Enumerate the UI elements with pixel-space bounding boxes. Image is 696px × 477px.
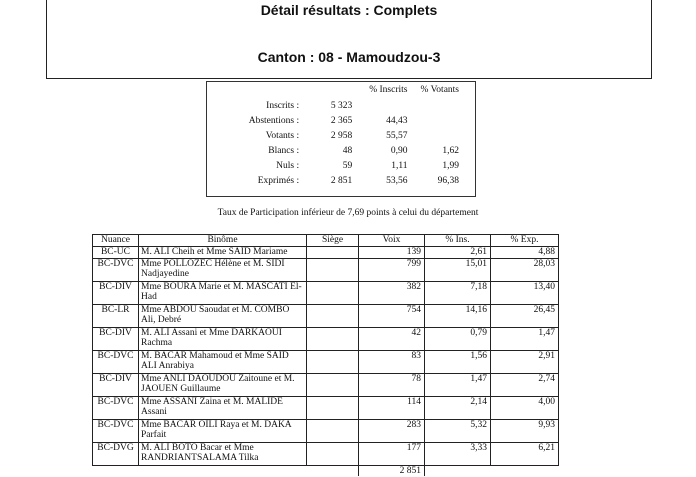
summary-value: 48 [342,145,353,156]
summary-header-pct-votants: % Votants [420,85,459,95]
header-siege: Siège [307,235,359,247]
summary-pct-inscrits: 1,11 [391,160,408,171]
summary-pct-votants [407,113,475,128]
siege-cell [307,350,359,373]
summary-pct-inscrits [352,98,407,113]
total-row [93,465,559,476]
pct-exp-cell: 26,45 [491,304,559,327]
pct-exp-cell: 9,93 [491,419,559,442]
summary-pct-votants: 1,99 [442,160,459,171]
summary-pct-votants [407,128,475,143]
header-pct-ins: % Ins. [425,235,491,247]
pct-ins-cell: 5,32 [425,419,491,442]
header-binome: Binôme [139,235,307,247]
pct-exp-cell: 2,91 [491,350,559,373]
summary-row [207,143,475,158]
binome-cell: Mme BOURA Marie et M. MASCATI El-Had [139,281,307,304]
siege-cell [307,327,359,350]
table-row [93,304,559,327]
table-row [93,419,559,442]
pct-ins-cell: 3,33 [425,442,491,465]
voix-cell: 754 [359,304,425,327]
nuance-cell: BC-DVG [93,442,139,465]
pct-ins-cell: 1,47 [425,373,491,396]
total-voix: 2 851 [359,465,425,476]
summary-label: Inscrits : [266,100,300,111]
voix-cell: 78 [359,373,425,396]
nuance-cell: BC-LR [93,304,139,327]
summary-label: Nuls : [276,160,300,171]
table-row [93,327,559,350]
nuance-cell: BC-DVC [93,258,139,281]
summary-row [207,158,475,173]
voix-cell: 177 [359,442,425,465]
table-row [93,350,559,373]
header-box [46,0,652,79]
results-header-row [93,235,559,247]
binome-cell: Mme ANLI DAOUDOU Zaitoune et M. JAOUEN Guillaume [139,373,307,396]
participation-note: Taux de Participation inférieur de 7,69 points à celui du département [217,208,479,218]
siege-cell [307,281,359,304]
nuance-cell: BC-DVC [93,350,139,373]
summary-value: 2 365 [330,115,353,126]
pct-exp-cell: 13,40 [491,281,559,304]
results-table [92,234,559,476]
pct-ins-cell: 2,61 [425,247,491,259]
binome-cell: Mme BACAR OILI Raya et M. DAKA Parfait [139,419,307,442]
pct-ins-cell: 2,14 [425,396,491,419]
canton-title: Canton : 08 - Mamoudzou-3 [257,49,441,65]
summary-value: 5 323 [330,100,353,111]
voix-cell: 83 [359,350,425,373]
summary-pct-inscrits: 53,56 [386,175,408,186]
summary-box [206,81,476,197]
voix-cell: 42 [359,327,425,350]
nuance-cell: BC-DVC [93,419,139,442]
document-title: Détail résultats : Complets [260,2,438,18]
pct-ins-cell: 0,79 [425,327,491,350]
summary-label: Abstentions : [248,115,300,126]
summary-pct-inscrits: 55,57 [386,130,408,141]
nuance-cell: BC-DVC [93,396,139,419]
voix-cell: 114 [359,396,425,419]
binome-cell: M. ALI Assani et Mme DARKAOUI Rachma [139,327,307,350]
pct-exp-cell: 2,74 [491,373,559,396]
table-row [93,373,559,396]
siege-cell [307,304,359,327]
siege-cell [307,373,359,396]
binome-cell: M. ALI BOTO Bacar et Mme RANDRIANTSALAMA Tilka [139,442,307,465]
binome-cell: M. ALI Cheih et Mme SAID Mariame [139,247,307,259]
summary-row [207,128,475,143]
pct-exp-cell: 4,00 [491,396,559,419]
siege-cell [307,247,359,259]
summary-table [207,82,475,188]
header-voix: Voix [359,235,425,247]
table-row [93,247,559,259]
pct-ins-cell: 15,01 [425,258,491,281]
summary-pct-votants: 1,62 [442,145,459,156]
nuance-cell: BC-UC [93,247,139,259]
table-row [93,442,559,465]
summary-label: Votants : [265,130,300,141]
summary-label: Blancs : [268,145,300,156]
summary-pct-inscrits: 0,90 [390,145,408,156]
table-row [93,396,559,419]
binome-cell: Mme ABDOU Saoudat et M. COMBO Ali, Debré [139,304,307,327]
summary-row [207,98,475,113]
summary-value: 2 851 [330,175,353,186]
pct-exp-cell: 1,47 [491,327,559,350]
header-nuance: Nuance [93,235,139,247]
summary-row [207,173,475,188]
pct-exp-cell: 4,88 [491,247,559,259]
siege-cell [307,442,359,465]
summary-row [207,113,475,128]
binome-cell: M. BACAR Mahamoud et Mme SAID ALI Anrabiya [139,350,307,373]
voix-cell: 799 [359,258,425,281]
table-row [93,281,559,304]
pct-ins-cell: 1,56 [425,350,491,373]
summary-value: 2 958 [330,130,353,141]
binome-cell: Mme POLLOZEC Hélène et M. SIDI Nadjayedine [139,258,307,281]
summary-pct-inscrits: 44,43 [386,115,408,126]
siege-cell [307,419,359,442]
pct-exp-cell: 6,21 [491,442,559,465]
pct-exp-cell: 28,03 [491,258,559,281]
summary-value: 59 [342,160,353,171]
summary-label: Exprimés : [257,175,300,186]
nuance-cell: BC-DIV [93,281,139,304]
summary-header-row [207,82,475,98]
voix-cell: 382 [359,281,425,304]
pct-ins-cell: 7,18 [425,281,491,304]
voix-cell: 139 [359,247,425,259]
siege-cell [307,396,359,419]
pct-ins-cell: 14,16 [425,304,491,327]
nuance-cell: BC-DIV [93,327,139,350]
table-row [93,258,559,281]
summary-header-pct-inscrits: % Inscrits [369,85,408,95]
header-pct-exp: % Exp. [491,235,559,247]
summary-pct-votants [407,98,475,113]
binome-cell: Mme ASSANI Zaina et M. MALIDE Assani [139,396,307,419]
siege-cell [307,258,359,281]
voix-cell: 283 [359,419,425,442]
summary-pct-votants: 96,38 [437,175,459,186]
nuance-cell: BC-DIV [93,373,139,396]
